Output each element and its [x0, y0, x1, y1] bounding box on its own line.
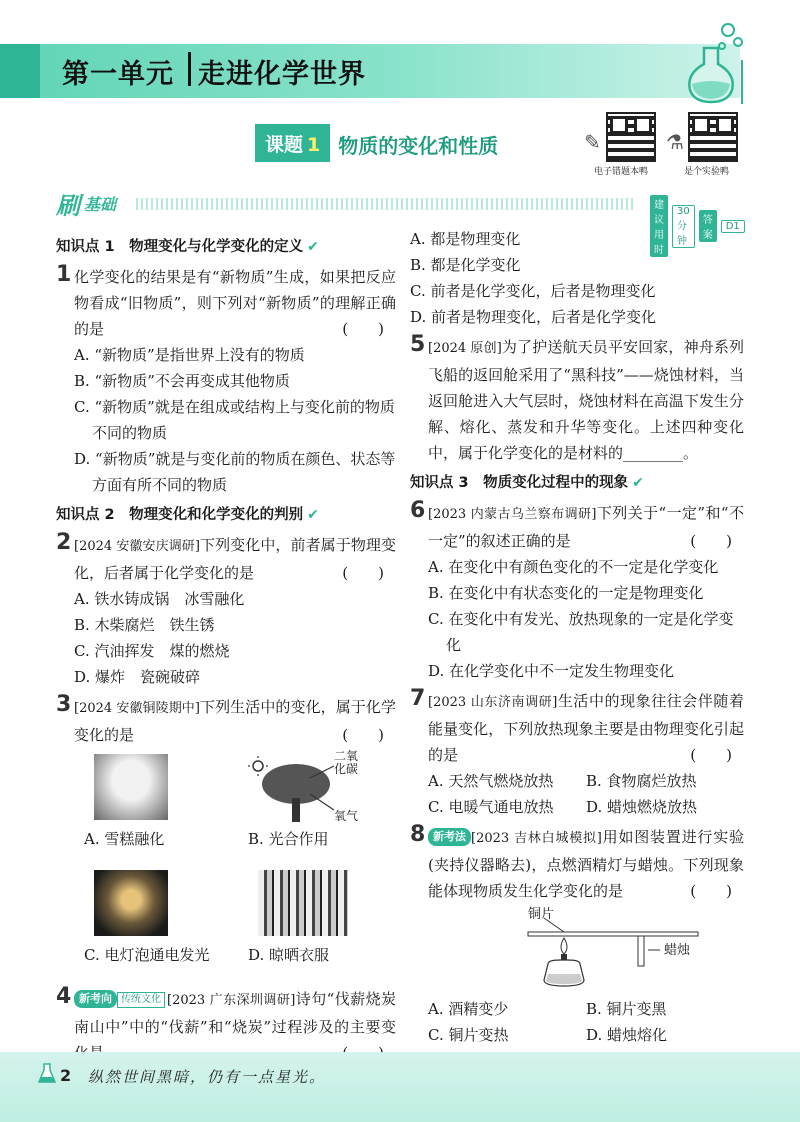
kp-title: 知识点 3 物质变化过程中的现象 — [410, 475, 629, 491]
option-a: A. 天然气燃烧放热 — [428, 772, 554, 790]
new-method-tag: 新考法 — [428, 828, 471, 846]
question-2 — [56, 532, 396, 690]
question-7 — [410, 688, 744, 820]
stem-text: 下列变化中，前者属于物理变化，后者属于化学变化的是 — [74, 536, 396, 582]
option-a: A. 都是物理变化 — [410, 230, 521, 248]
check-icon: ✔ — [307, 239, 319, 255]
question-number: 5 — [410, 332, 426, 357]
stem-text: 下列关于“一定”和“不一定”的叙述正确的是 — [428, 504, 744, 550]
option-d: D. 前者是物理变化，后者是化学变化 — [410, 308, 657, 326]
option-d: D. 在化学变化中不一定发生物理变化 — [428, 662, 675, 680]
question-stem — [428, 688, 744, 768]
experiment-apparatus — [468, 908, 708, 990]
question-source: [2024 原创] — [428, 341, 502, 356]
option-d: D. 晾晒衣服 — [248, 946, 330, 964]
page-footer — [0, 1052, 800, 1122]
question-4-options — [410, 226, 744, 330]
lesson-tag-label: 课题 — [265, 134, 304, 156]
question-number: 7 — [410, 686, 426, 711]
unit-separator — [188, 52, 191, 86]
option-c: C. “新物质”就是在组成或结构上与变化前的物质不同的物质 — [74, 398, 395, 442]
question-source: [2023 吉林白城模拟] — [471, 831, 602, 846]
question-1 — [56, 264, 396, 498]
answer-paren: ( ) — [690, 746, 732, 764]
question-6 — [410, 500, 744, 684]
page-header — [0, 0, 800, 118]
stem-text: 为了护送航天员平安回家，神舟系列飞船的返回舱采用了“黑科技”——烧蚀材料，当返回舱进入大气层时，烧蚀材料在高温下发生分解、熔化、蒸发和升华等变化。上述四种变化中，属于化学变化的是材料的________。 — [428, 338, 744, 462]
duck-mascot-icon: ⚗ — [666, 130, 684, 154]
option-c: C. 电灯泡通电发光 — [84, 946, 210, 964]
answer-paren: ( ) — [342, 564, 384, 582]
option-b: B. 在变化中有状态变化的一定是物理变化 — [428, 584, 704, 602]
option-b-cell — [248, 749, 396, 870]
question-source: [2024 安徽安庆调研] — [74, 539, 200, 554]
qr-label-error-book: 电子错题本鸭 — [594, 167, 649, 177]
option-grid — [428, 768, 744, 820]
option-a: A. 铁水铸成锅 冰雪融化 — [74, 590, 245, 608]
check-icon: ✔ — [632, 475, 644, 491]
o2-label: 氧气 — [334, 809, 359, 823]
candle-label: 蜡烛 — [664, 943, 691, 958]
knowledge-point-3 — [410, 470, 744, 496]
left-column — [56, 230, 396, 1066]
stem-text: 生活中的现象往往会伴随着能量变化，下列放热现象主要是由物理变化引起的是 — [428, 692, 744, 764]
unit-title: 第一单元 — [62, 59, 174, 90]
banner-stripes — [136, 198, 636, 210]
option-b: B. 都是化学变化 — [410, 256, 521, 274]
option-c: C. 在变化中有发光、放热现象的一定是化学变化 — [428, 610, 734, 654]
question-stem — [74, 532, 396, 586]
question-5 — [410, 334, 744, 466]
option-c: C. 铜片变热 — [428, 1026, 509, 1044]
footer-motto: 纵然世间黑暗，仍有一点星光。 — [88, 1068, 327, 1086]
option-c: C. 电暖气通电放热 — [428, 798, 554, 816]
header-accent — [0, 44, 40, 98]
time-label: 建议用时 — [650, 195, 668, 257]
question-3 — [56, 694, 396, 986]
page-number: 2 — [60, 1066, 72, 1085]
answer-paren: ( ) — [342, 726, 384, 744]
option-image-grid — [84, 749, 396, 986]
option-b: B. 食物腐烂放热 — [586, 772, 697, 790]
option-a: A. “新物质”是指世界上没有的物质 — [74, 346, 305, 364]
option-c-cell — [84, 870, 232, 986]
knowledge-point-2 — [56, 502, 396, 528]
option-d: D. 爆炸 瓷碗破碎 — [74, 668, 201, 686]
question-source: [2023 内蒙古乌兰察布调研] — [428, 507, 597, 522]
answer-paren: ( ) — [342, 320, 384, 338]
new-direction-tag: 新考向 — [74, 990, 117, 1008]
question-stem — [74, 264, 396, 342]
question-stem — [428, 824, 744, 904]
option-d: D. 蜡烛燃烧放热 — [586, 798, 698, 816]
option-d: D. 蜡烛熔化 — [586, 1026, 668, 1044]
lesson-title — [255, 124, 506, 162]
option-a: A. 酒精变少 — [428, 1000, 509, 1018]
option-a-cell — [84, 754, 232, 870]
lesson-name: 物质的变化和性质 — [338, 134, 499, 158]
kp-title: 知识点 1 物理变化与化学变化的定义 — [56, 239, 304, 255]
question-number: 2 — [56, 530, 72, 555]
right-column — [410, 226, 744, 1048]
check-icon: ✔ — [307, 507, 319, 523]
question-stem — [74, 694, 396, 748]
answer-paren: ( ) — [690, 882, 732, 900]
question-number: 4 — [56, 984, 72, 1009]
stem-text: 用如图装置进行实验(夹持仪器略去)，点燃酒精灯与蜡烛。下列现象能体现物质发生化学变化的是 — [428, 828, 744, 900]
answer-paren: ( ) — [690, 532, 732, 550]
option-d: D. “新物质”就是与变化前的物质在颜色、状态等方面有所不同的物质 — [74, 450, 396, 494]
question-number: 3 — [56, 692, 72, 717]
flask-icon — [38, 1062, 56, 1084]
option-grid — [428, 996, 744, 1048]
option-b: B. 木柴腐烂 铁生锈 — [74, 616, 215, 634]
kp-title: 知识点 2 物理变化和化学变化的判别 — [56, 507, 304, 523]
option-b: B. 铜片变黑 — [586, 1000, 667, 1018]
stem-text: 化学变化的结果是有“新物质”生成，如果把反应物看成“旧物质”，则下列对“新物质”的理解正确的是 — [74, 268, 396, 338]
question-number: 6 — [410, 498, 426, 523]
question-number: 1 — [56, 262, 72, 287]
option-c: C. 汽油挥发 煤的燃烧 — [74, 642, 230, 660]
stem-text: 诗句“伐薪烧炭南山中”中的“伐薪”和“烧炭”过程涉及的主要变 — [74, 990, 396, 1036]
photosynthesis-image — [248, 749, 378, 826]
knowledge-point-1 — [56, 234, 396, 260]
banner-icon: 刷 — [56, 192, 80, 220]
banner-text: 基础 — [84, 195, 117, 214]
qr-code-experiment[interactable] — [688, 112, 738, 162]
copper-label: 铜片 — [528, 907, 555, 922]
question-source: [2023 广东深圳调研] — [167, 993, 296, 1008]
stem-text: 下列生活中的变化，属于化学变化的是 — [74, 698, 396, 744]
option-a: A. 在变化中有颜色变化的不一定是化学变化 — [428, 558, 719, 576]
co2-label: 二氧化碳 — [333, 749, 358, 776]
option-b: B. 光合作用 — [248, 830, 329, 848]
question-source: [2023 山东济南调研] — [428, 695, 558, 710]
answer-label: 答案 — [699, 210, 717, 242]
traditional-culture-tag: 传统文化 — [117, 992, 165, 1008]
question-number: 8 — [410, 822, 426, 847]
drying-clothes-image — [258, 870, 348, 936]
option-a: A. 雪糕融化 — [84, 830, 165, 848]
light-bulb-image — [94, 870, 168, 936]
qr-label-experiment: 是个实验鸭 — [684, 167, 730, 177]
question-stem — [428, 334, 744, 466]
question-stem — [428, 500, 744, 554]
question-source: [2024 安徽铜陵期中] — [74, 701, 200, 716]
option-b: B. “新物质”不会再变成其他物质 — [74, 372, 290, 390]
option-c: C. 前者是化学变化，后者是物理变化 — [410, 282, 656, 300]
qr-code-error-book[interactable] — [606, 112, 656, 162]
answer-value: D1 — [721, 220, 745, 233]
lesson-tag — [255, 124, 330, 162]
option-d-cell — [248, 870, 396, 986]
duck-mascot-icon: ✎ — [584, 130, 601, 154]
unit-subtitle: 走进化学世界 — [198, 59, 366, 90]
lesson-number: 1 — [307, 134, 321, 156]
flask-icon — [682, 20, 748, 106]
ice-cream-image — [94, 754, 168, 820]
time-value: 30 分钟 — [672, 205, 695, 248]
question-8 — [410, 824, 744, 1048]
